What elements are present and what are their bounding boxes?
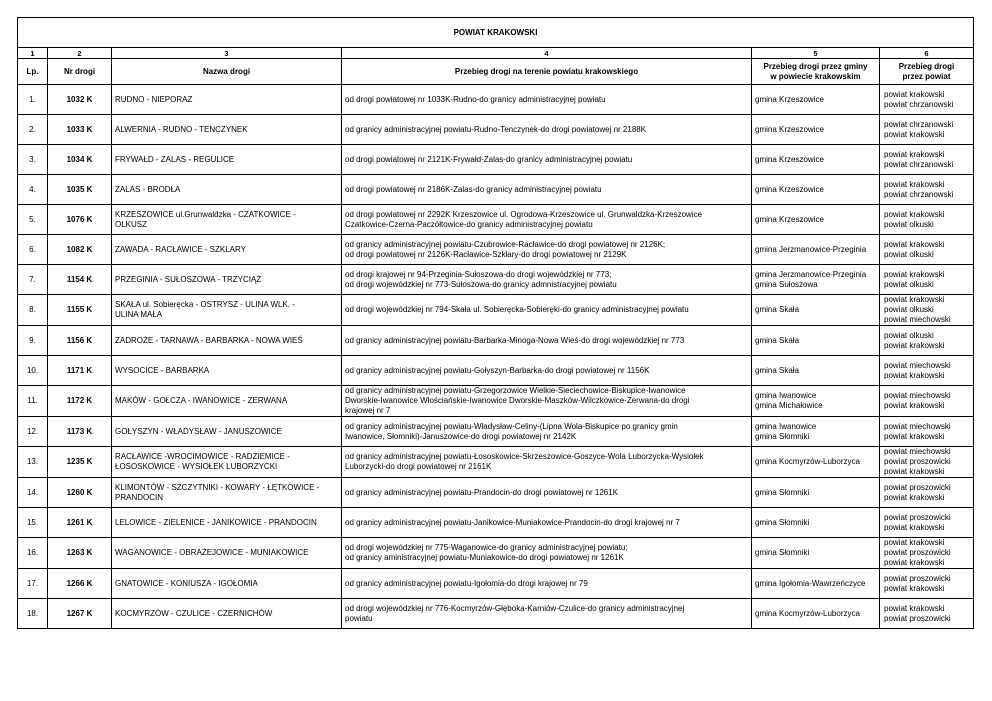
route-description-line: od granicy administracyjnej powiatu-Władysław-Celiny-(Lipna Wola-Biskupice po granicy gmin [345,421,678,431]
row-districts [880,417,974,447]
row-road-number: 1235 K [48,447,112,478]
road-name-line: WYSOCICE - BARBARKA [115,365,210,375]
row-lp: 1. [18,85,48,115]
district-line: powiat miechowski [884,447,951,456]
route-description-line: od granicy administracyjnej powiatu-Czubrowice-Racławice-do drogi powiatowej nr 2126K; [345,239,666,249]
route-description-line: od granicy administracyjnej powiatu-Grzegorzowice Wielkie-Sieciechowice-Biskupice-Iwanowice [345,386,686,395]
row-road-name [112,569,342,599]
road-name-line: KOCMYRZÓW - CZULICE - CZERNICHÓW [115,608,273,618]
route-description-line: powiatu [345,613,373,623]
row-lp: 8. [18,295,48,326]
header-communes [752,59,880,85]
row-communes [752,205,880,235]
row-districts [880,115,974,145]
row-route-description [342,478,752,508]
row-road-number: 1260 K [48,478,112,508]
road-name-line: FRYWAŁD - ZALAS - REGULICE [115,154,235,164]
row-road-number: 1267 K [48,599,112,629]
district-line: powiat krakowski [884,538,945,547]
road-register-document [17,17,973,629]
row-road-number: 1156 K [48,326,112,356]
table-row [18,447,974,478]
district-line: powiat miechowski [884,391,951,400]
row-road-number: 1033 K [48,115,112,145]
row-road-number: 1154 K [48,265,112,295]
district-line: powiat krakowski [884,558,945,567]
district-line: powiat krakowski [884,269,945,279]
row-route-description [342,508,752,538]
row-road-name [112,235,342,265]
district-line: powiat krakowski [884,89,945,99]
row-lp: 12. [18,417,48,447]
district-line: powiat krakowski [884,522,945,532]
road-name-line: ZADROŻE - TARNAWA - BARBARKA - NOWA WIEŚ [115,335,303,345]
row-route-description [342,569,752,599]
row-road-name [112,508,342,538]
route-description-line: od granicy administracyjnej powiatu-Janikowice-Muniakowice-Prandocin-do drogi krajowej nr 7 [345,517,680,527]
row-road-number: 1155 K [48,295,112,326]
row-road-number: 1035 K [48,175,112,205]
table-row [18,175,974,205]
row-districts [880,205,974,235]
route-description-line: Czatkowice-Czerna-Paczółtowice-do granicy administracyjnej powiatu [345,219,593,229]
row-districts [880,145,974,175]
row-lp: 10. [18,356,48,386]
table-row [18,205,974,235]
row-districts [880,326,974,356]
row-road-number: 1261 K [48,508,112,538]
commune-line: gmina Michałowice [755,401,823,410]
route-description-line: od drogi krajowej nr 94-Przeginia-Sułoszowa-do drogi wojewódzkiej nr 773; [345,269,612,279]
row-lp: 5. [18,205,48,235]
row-communes [752,478,880,508]
row-road-name [112,478,342,508]
road-name-line: ALWERNIA - RUDNO - TENCZYNEK [115,124,248,134]
row-road-number: 1173 K [48,417,112,447]
row-communes [752,265,880,295]
road-name-line: PRZEGINIA - SUŁOSZOWA - TRZYCIĄŻ [115,274,262,284]
district-line: powiat miechowski [884,421,951,431]
route-description-line: od granicy administracyjnej powiatu-Barbarka-Minoga-Nowa Wieś-do drogi wojewódzkiej nr 773 [345,335,685,345]
row-communes [752,599,880,629]
row-districts [880,508,974,538]
district-line: powiat krakowski [884,401,945,410]
row-route-description [342,356,752,386]
row-districts [880,265,974,295]
commune-line: gmina Skała [755,305,800,314]
commune-line: gmina Jerzmanowice-Przeginia [755,244,867,254]
road-name-line: LELOWICE - ZIELENICE - JANIKOWICE - PRANDOCIN [115,517,317,527]
district-line: powiat olkuski [884,305,934,314]
route-description-line: od drogi wojewódzkiej nr 776-Kocmyrzów-Głęboka-Karniów-Czulice-do granicy administracyjnej [345,603,685,613]
district-line: powiat proszowicki [884,573,951,583]
road-name-line: GNATOWICE - KONIUSZA - IGOŁOMIA [115,578,258,588]
row-districts [880,235,974,265]
road-name-line: ULINA MAŁA [115,310,163,319]
row-route-description [342,386,752,417]
district-line: powiat olkuski [884,249,934,259]
column-number: 2 [48,48,112,59]
table-title: POWIAT KRAKOWSKI [18,18,974,48]
header-road-name: Nazwa drogi [112,59,342,85]
road-name-line: ZAWADA - RACŁAWICE - SZKLARY [115,244,246,254]
header-districts-line: Przebieg drogi [898,61,955,71]
row-road-number: 1171 K [48,356,112,386]
route-description-line: Luborzycki-do drogi powiatowej nr 2161K [345,462,492,471]
commune-line: gmina Iwanowice [755,391,817,400]
row-districts [880,538,974,569]
row-communes [752,569,880,599]
column-number-row [18,48,974,59]
district-line: powiat olkuski [884,219,934,229]
table-row [18,356,974,386]
row-lp: 9. [18,326,48,356]
row-road-name [112,115,342,145]
row-road-number: 1034 K [48,145,112,175]
row-lp: 2. [18,115,48,145]
table-row [18,417,974,447]
route-description-line: od granicy administracyjnej powiatu-Igołomia-do drogi krajowej nr 79 [345,578,588,588]
district-line: powiat krakowski [884,149,945,159]
commune-line: gmina Skała [755,365,800,375]
header-road-number: Nr drogi [48,59,112,85]
row-route-description [342,235,752,265]
row-districts [880,569,974,599]
row-route-description [342,205,752,235]
table-row [18,386,974,417]
district-line: powiat krakowski [884,239,945,249]
table-row [18,478,974,508]
header-districts-line: przez powiat [902,71,951,81]
row-road-name [112,356,342,386]
row-districts [880,386,974,417]
district-line: powiat krakowski [884,179,945,189]
route-description-line: Dworskie-Iwanowice Włościańskie-Iwanowice Dworskie-Maszków-Wilczkowice-Zerwana-do drogi [345,396,690,405]
road-name-line: GOŁYSZYN - WŁADYSŁAW - JANUSZOWICE [115,426,282,436]
row-communes [752,447,880,478]
row-lp: 18. [18,599,48,629]
row-route-description [342,326,752,356]
row-route-description [342,295,752,326]
header-row [18,59,974,85]
column-number: 5 [752,48,880,59]
row-communes [752,356,880,386]
row-road-number: 1076 K [48,205,112,235]
route-description-line: od drogi powiatowej nr 2121K-Frywałd-Zalas-do granicy administracyjnej powiatu [345,154,633,164]
table-row [18,145,974,175]
header-route-description: Przebieg drogi na terenie powiatu krakowskiego [342,59,752,85]
row-districts [880,85,974,115]
road-name-line: KLIMONTÓW - SZCZYTNIKI - KOWARY - ŁĘTKOWICE - [115,482,320,492]
road-name-line: WAGANOWICE - OBRAŻEJOWICE - MUNIAKOWICE [115,548,309,557]
row-road-number: 1266 K [48,569,112,599]
commune-line: gmina Iwanowice [755,421,817,431]
district-line: powiat krakowski [884,295,945,304]
row-road-name [112,417,342,447]
road-name-line: RUDNO - NIEPORAZ [115,94,193,104]
route-description-line: Iwanowice, Słomniki)-Januszowice-do drogi powiatowej nr 2142K [345,431,577,441]
commune-line: gmina Krzeszowice [755,214,824,224]
commune-line: gmina Słomniki [755,431,810,441]
row-lp: 3. [18,145,48,175]
district-line: powiat krakowski [884,209,945,219]
row-lp: 13. [18,447,48,478]
row-road-name [112,205,342,235]
district-line: powiat proszowicki [884,482,951,492]
commune-line: gmina Skała [755,335,800,345]
table-row [18,235,974,265]
row-communes [752,235,880,265]
row-route-description [342,145,752,175]
row-communes [752,85,880,115]
route-description-line: od granicy aministracyjnej powiatu-Muniakowice-do drogi powiatowej nr 1261K [345,553,624,562]
row-road-name [112,326,342,356]
district-line: powiat proszowicki [884,613,951,623]
row-districts [880,356,974,386]
district-line: powiat miechowski [884,360,951,370]
district-line: powiat chrzanowski [884,159,954,169]
row-route-description [342,175,752,205]
row-road-name [112,599,342,629]
district-line: powiat chrzanowski [884,99,954,109]
roads-table [17,17,974,629]
header-communes-line: w powiecie krakowskim [770,71,861,81]
route-description-line: od granicy administracyjnej powiatu-Łososkowice-Skrzeszowice-Goszyce-Wola Luborzycka-Wysiołek [345,452,704,461]
commune-line: gmina Sułoszowa [755,279,818,289]
table-row [18,538,974,569]
route-description-line: od drogi powiatowej nr 2126K-Racławice-Szklary-do drogi powiatowej nr 2129K [345,249,627,259]
table-row [18,265,974,295]
district-line: powiat krakowski [884,492,945,502]
table-row [18,85,974,115]
row-districts [880,175,974,205]
row-road-number: 1032 K [48,85,112,115]
row-lp: 6. [18,235,48,265]
district-line: powiat miechowski [884,315,951,324]
commune-line: gmina Krzeszowice [755,184,824,194]
road-name-line: RACŁAWICE -WROCIMOWICE - RADZIEMICE - [115,452,290,461]
row-lp: 17. [18,569,48,599]
row-route-description [342,265,752,295]
route-description-line: od drogi powiatowej nr 2292K Krzeszowice ul. Ogrodowa-Krzeszowice ul. Grunwaldzka-Krzeszowice [345,209,703,219]
road-name-line: ŁOSOSKOWICE - WYSIOŁEK LUBORZYCKI [115,462,278,471]
route-description-line: od drogi wojewódzkiej nr 794-Skała ul. Sobieręcka-Sobieręki-do granicy administracyjnej powiatu [345,305,689,314]
district-line: powiat krakowski [884,370,945,380]
commune-line: gmina Kocmyrzów-Luborzyca [755,608,860,618]
table-row [18,569,974,599]
commune-line: gmina Słomniki [755,517,810,527]
row-route-description [342,85,752,115]
row-road-name [112,295,342,326]
route-description-line: od granicy administracyjnej powiatu-Rudno-Tenczynek-do drogi powiatowej nr 2188K [345,124,647,134]
table-row [18,115,974,145]
table-row [18,326,974,356]
row-communes [752,175,880,205]
route-description-line: krajowej nr 7 [345,406,391,415]
row-lp: 11. [18,386,48,417]
row-route-description [342,538,752,569]
row-lp: 16. [18,538,48,569]
road-name-line: ZALAS - BRODŁA [115,184,181,194]
row-communes [752,115,880,145]
route-description-line: od drogi wojewódzkiej nr 773-Sułoszowa-do granicy admnistracyjnej powiatu [345,279,617,289]
row-communes [752,295,880,326]
road-name-line: KRZESZOWICE ul.Grunwaldzka - CZATKOWICE - [115,209,296,219]
table-row [18,508,974,538]
district-line: powiat proszowicki [884,512,951,522]
row-route-description [342,115,752,145]
commune-line: gmina Krzeszowice [755,94,824,104]
road-name-line: MAKÓW - GOŁCZA - IWANOWICE - ZERWANA [115,396,288,405]
district-line: powiat chrzanowski [884,119,954,129]
row-road-name [112,85,342,115]
column-number: 6 [880,48,974,59]
district-line: powiat krakowski [884,467,945,476]
road-name-line: SKAŁA ul. Sobieręcka - OSTRYSZ - ULINA WLK. - [115,300,295,309]
row-communes [752,386,880,417]
row-lp: 14. [18,478,48,508]
row-communes [752,508,880,538]
commune-line: gmina Słomniki [755,548,810,557]
row-communes [752,326,880,356]
row-communes [752,417,880,447]
commune-line: gmina Jerzmanowice-Przeginia [755,269,867,279]
header-lp: Lp. [18,59,48,85]
row-districts [880,599,974,629]
district-line: powiat krakowski [884,431,945,441]
row-route-description [342,447,752,478]
district-line: powiat krakowski [884,340,945,350]
row-districts [880,447,974,478]
column-number: 3 [112,48,342,59]
table-row [18,295,974,326]
road-name-line: PRANDOCIN [115,492,164,502]
row-lp: 4. [18,175,48,205]
district-line: powiat proszowicki [884,548,951,557]
row-lp: 7. [18,265,48,295]
header-districts [880,59,974,85]
district-line: powiat krakowski [884,603,945,613]
row-road-number: 1263 K [48,538,112,569]
commune-line: gmina Słomniki [755,487,810,497]
header-communes-line: Przebieg drogi przez gminy [763,61,868,71]
route-description-line: od drogi powiatowej nr 2186K-Zalas-do granicy administracyjnej powiatu [345,184,602,194]
row-road-name [112,175,342,205]
commune-line: gmina Krzeszowice [755,124,824,134]
route-description-line: od drogi powiatowej nr 1033K-Rudno-do granicy administracyjnej powiatu [345,94,606,104]
row-road-name [112,145,342,175]
row-road-name [112,447,342,478]
commune-line: gmina Krzeszowice [755,154,824,164]
district-line: powiat olkuski [884,279,934,289]
district-line: powiat krakowski [884,583,945,593]
column-number: 1 [18,48,48,59]
district-line: powiat olkuski [884,330,934,340]
row-road-name [112,265,342,295]
route-description-line: od granicy administracyjnej powiatu-Prandocin-do drogi powiatowej nr 1261K [345,487,619,497]
column-number: 4 [342,48,752,59]
row-route-description [342,417,752,447]
row-districts [880,478,974,508]
road-name-line: OLKUSZ [115,219,148,229]
route-description-line: od granicy administracyjnej powiatu-Gołyszyn-Barbarka-do drogi powiatowej nr 1156K [345,365,650,375]
route-description-line: od drogi wojewódzkiej nr 775-Waganowice-do granicy administracyjnej powiatu; [345,543,628,552]
row-communes [752,538,880,569]
row-road-number: 1172 K [48,386,112,417]
row-lp: 15. [18,508,48,538]
row-route-description [342,599,752,629]
commune-line: gmina Igołomia-Wawrzeńczyce [755,578,866,588]
district-line: powiat proszowicki [884,457,951,466]
district-line: powiat chrzanowski [884,189,954,199]
row-districts [880,295,974,326]
table-row [18,599,974,629]
row-road-name [112,386,342,417]
row-communes [752,145,880,175]
commune-line: gmina Kocmyrzów-Luborzyca [755,457,860,466]
row-road-number: 1082 K [48,235,112,265]
row-road-name [112,538,342,569]
district-line: powiat krakowski [884,129,945,139]
